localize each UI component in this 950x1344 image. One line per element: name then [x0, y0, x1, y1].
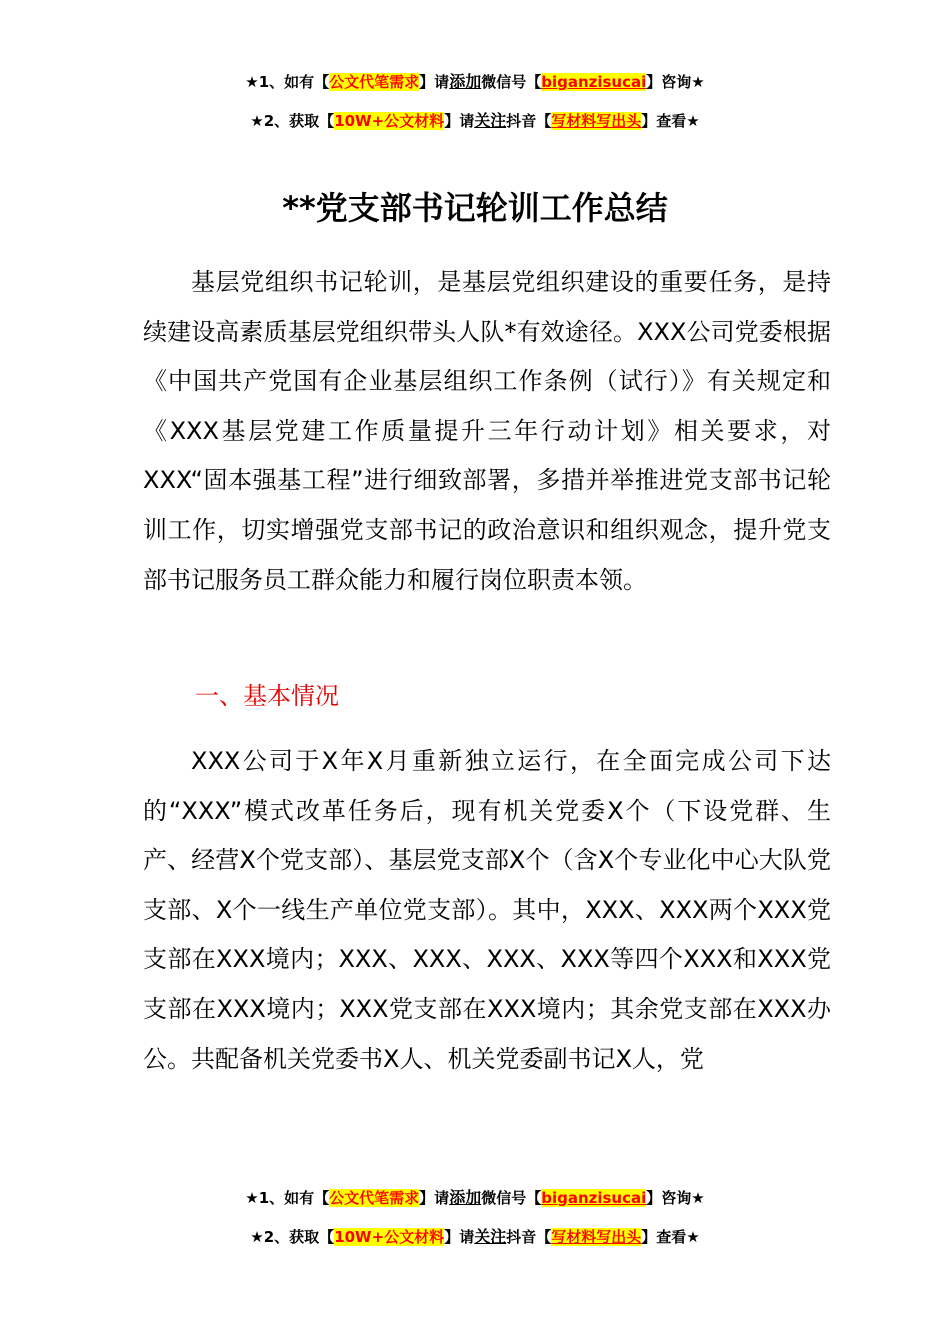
banner-text: ★1、如有【 [245, 73, 330, 91]
banner-text: 】查看★ [641, 112, 700, 130]
banner-text: 】请 [444, 112, 475, 130]
banner-emphasis: 添加 [449, 1188, 482, 1207]
banner-line-1 [0, 71, 950, 93]
banner-highlight: 10W+公文材料 [334, 112, 445, 130]
banner-emphasis: 添加 [449, 72, 482, 91]
banner-douyin-id: 写材料写出头 [551, 112, 642, 130]
banner-text: 】查看★ [641, 1228, 700, 1246]
banner-text: ★1、如有【 [245, 1189, 330, 1207]
header-banner [0, 71, 950, 149]
intro-paragraph: 基层党组织书记轮训，是基层党组织建设的重要任务，是持续建设高素质基层党组织带头人队*有效途径。XXX公司党委根据《中国共产党国有企业基层组织工作条例（试行）》有关规定和《XXX基层党建工作质量提升三年行动计划》相关要求，对XXX“固本强基工程”进行细致部署，多措并举推进党支部书记轮训工作，切实增强党支部书记的政治意识和组织观念，提升党支部书记服务员工群众能力和履行岗位职责本领。 [143, 268, 831, 594]
banner-line-1 [0, 1187, 950, 1209]
banner-highlight: 公文代笔需求 [329, 73, 420, 91]
banner-text: 】请 [419, 73, 450, 91]
banner-text: 】请 [419, 1189, 450, 1207]
banner-text: 】咨询★ [646, 1189, 705, 1207]
banner-text: ★2、获取【 [250, 112, 335, 130]
banner-text: 微信号【 [481, 73, 542, 91]
banner-text: 微信号【 [481, 1189, 542, 1207]
section-heading: 一、基本情况 [195, 682, 339, 710]
banner-text: 】请 [444, 1228, 475, 1246]
footer-banner [0, 1187, 950, 1265]
banner-text: 抖音【 [506, 1228, 552, 1246]
section-paragraph: XXX公司于X年X月重新独立运行，在全面完成公司下达的“XXX”模式改革任务后，现有机关党委X个（下设党群、生产、经营X个党支部）、基层党支部X个（含X个专业化中心大队党支部、X个一线生产单位党支部）。其中，XXX、XXX两个XXX党支部在XXX境内；XXX、XXX、XXX、XXX等四个XXX和XXX党支部在XXX境内；XXX党支部在XXX境内；其余党支部在XXX办公。共配备机关党委书X人、机关党委副书记X人，党 [143, 747, 831, 1073]
banner-highlight: 10W+公文材料 [334, 1228, 445, 1246]
banner-wechat-id: biganzisucai [541, 1189, 647, 1207]
banner-line-2 [0, 1226, 950, 1248]
banner-emphasis: 关注 [474, 1227, 507, 1246]
banner-emphasis: 关注 [474, 111, 507, 130]
banner-wechat-id: biganzisucai [541, 73, 647, 91]
document-title: **党支部书记轮训工作总结 [282, 189, 668, 227]
banner-text: ★2、获取【 [250, 1228, 335, 1246]
banner-line-2 [0, 110, 950, 132]
banner-text: 抖音【 [506, 112, 552, 130]
banner-douyin-id: 写材料写出头 [551, 1228, 642, 1246]
banner-highlight: 公文代笔需求 [329, 1189, 420, 1207]
banner-text: 】咨询★ [646, 73, 705, 91]
